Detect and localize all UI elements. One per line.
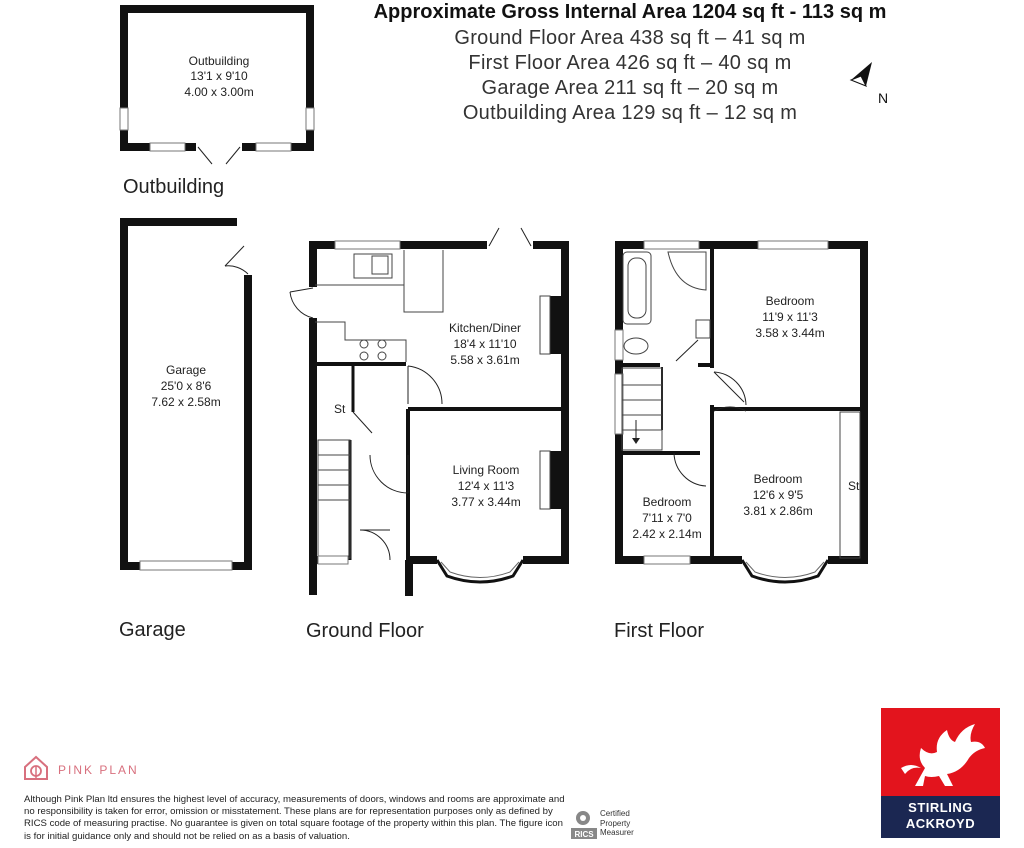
disclaimer-text: Although Pink Plan ltd ensures the highest level of accuracy, measurements of doors, windows and rooms are approximate and no responsibility is taken for error, omission or misstatement. These plans are for representation purposes only as defined by RICS code of measuring practise. No guarantee is given on total square footage of the property within this plan. The figure icon is for initial guidance only and should not be relied on as a basis of valuation. <box>24 794 565 842</box>
rics-caption-line: Property <box>600 818 631 828</box>
rics-caption-line: Certified <box>600 809 630 818</box>
bedroom-3-name: Bedroom <box>642 495 692 509</box>
outbuilding-plan <box>120 9 314 164</box>
first-floor-plan <box>615 241 864 582</box>
outbuilding-title: Outbuilding <box>123 176 225 198</box>
first-floor-title: First Floor <box>614 620 704 642</box>
griffin-icon <box>895 716 987 794</box>
garage-title: Garage <box>119 619 186 641</box>
ground-floor-area: Ground Floor Area 438 sq ft – 41 sq m <box>454 27 806 49</box>
bedroom-3-imperial: 7'11 x 7'0 <box>642 511 692 525</box>
living-room-imperial: 12'4 x 11'3 <box>457 479 515 493</box>
garage-area: Garage Area 211 sq ft – 20 sq m <box>481 77 779 99</box>
living-room-metric: 3.77 x 3.44m <box>451 495 521 509</box>
garage-room-name: Garage <box>165 363 207 377</box>
agent-name <box>881 800 1000 832</box>
first-floor-store-label: St <box>848 479 860 493</box>
rics-name: RICS <box>574 830 594 839</box>
pink-plan-name: PINK PLAN <box>58 763 139 777</box>
gross-area-title: Approximate Gross Internal Area 1204 sq ft - 113 sq m <box>373 1 887 23</box>
living-room-name: Living Room <box>452 463 520 477</box>
outbuilding-room-name: Outbuilding <box>188 54 250 68</box>
outbuilding-room-metric: 4.00 x 3.00m <box>184 85 254 99</box>
pink-plan-logo-icon <box>22 754 50 782</box>
bedroom-3-metric: 2.42 x 2.14m <box>632 527 702 541</box>
rics-caption <box>600 809 634 838</box>
ground-floor-title: Ground Floor <box>306 620 424 642</box>
bedroom-1-imperial: 11'9 x 11'3 <box>762 310 818 324</box>
agent-logo <box>881 708 1000 838</box>
bedroom-2-imperial: 12'6 x 9'5 <box>752 488 804 502</box>
outbuilding-room-imperial: 13'1 x 9'10 <box>190 69 248 83</box>
rics-logo-icon <box>570 808 600 840</box>
kitchen-diner-metric: 5.58 x 3.61m <box>450 353 520 367</box>
garage-room-imperial: 25'0 x 8'6 <box>160 379 212 393</box>
outbuilding-area: Outbuilding Area 129 sq ft – 12 sq m <box>462 102 798 124</box>
compass-icon <box>851 62 888 106</box>
kitchen-diner-name: Kitchen/Diner <box>448 321 522 335</box>
compass-label: N <box>878 90 889 106</box>
bedroom-2-name: Bedroom <box>753 472 803 486</box>
ground-floor-plan <box>290 228 565 596</box>
first-floor-area: First Floor Area 426 sq ft – 40 sq m <box>468 52 792 74</box>
bedroom-2-metric: 3.81 x 2.86m <box>743 504 813 518</box>
garage-plan <box>124 222 248 570</box>
agent-name-line: ACKROYD <box>905 816 976 831</box>
garage-room-metric: 7.62 x 2.58m <box>151 395 221 409</box>
agent-name-line: STIRLING <box>908 800 973 815</box>
ground-floor-store-label: St <box>334 402 346 416</box>
kitchen-diner-imperial: 18'4 x 11'10 <box>453 337 517 351</box>
bedroom-1-metric: 3.58 x 3.44m <box>755 326 825 340</box>
rics-caption-line: Measurer <box>600 828 634 837</box>
bedroom-1-name: Bedroom <box>765 294 815 308</box>
